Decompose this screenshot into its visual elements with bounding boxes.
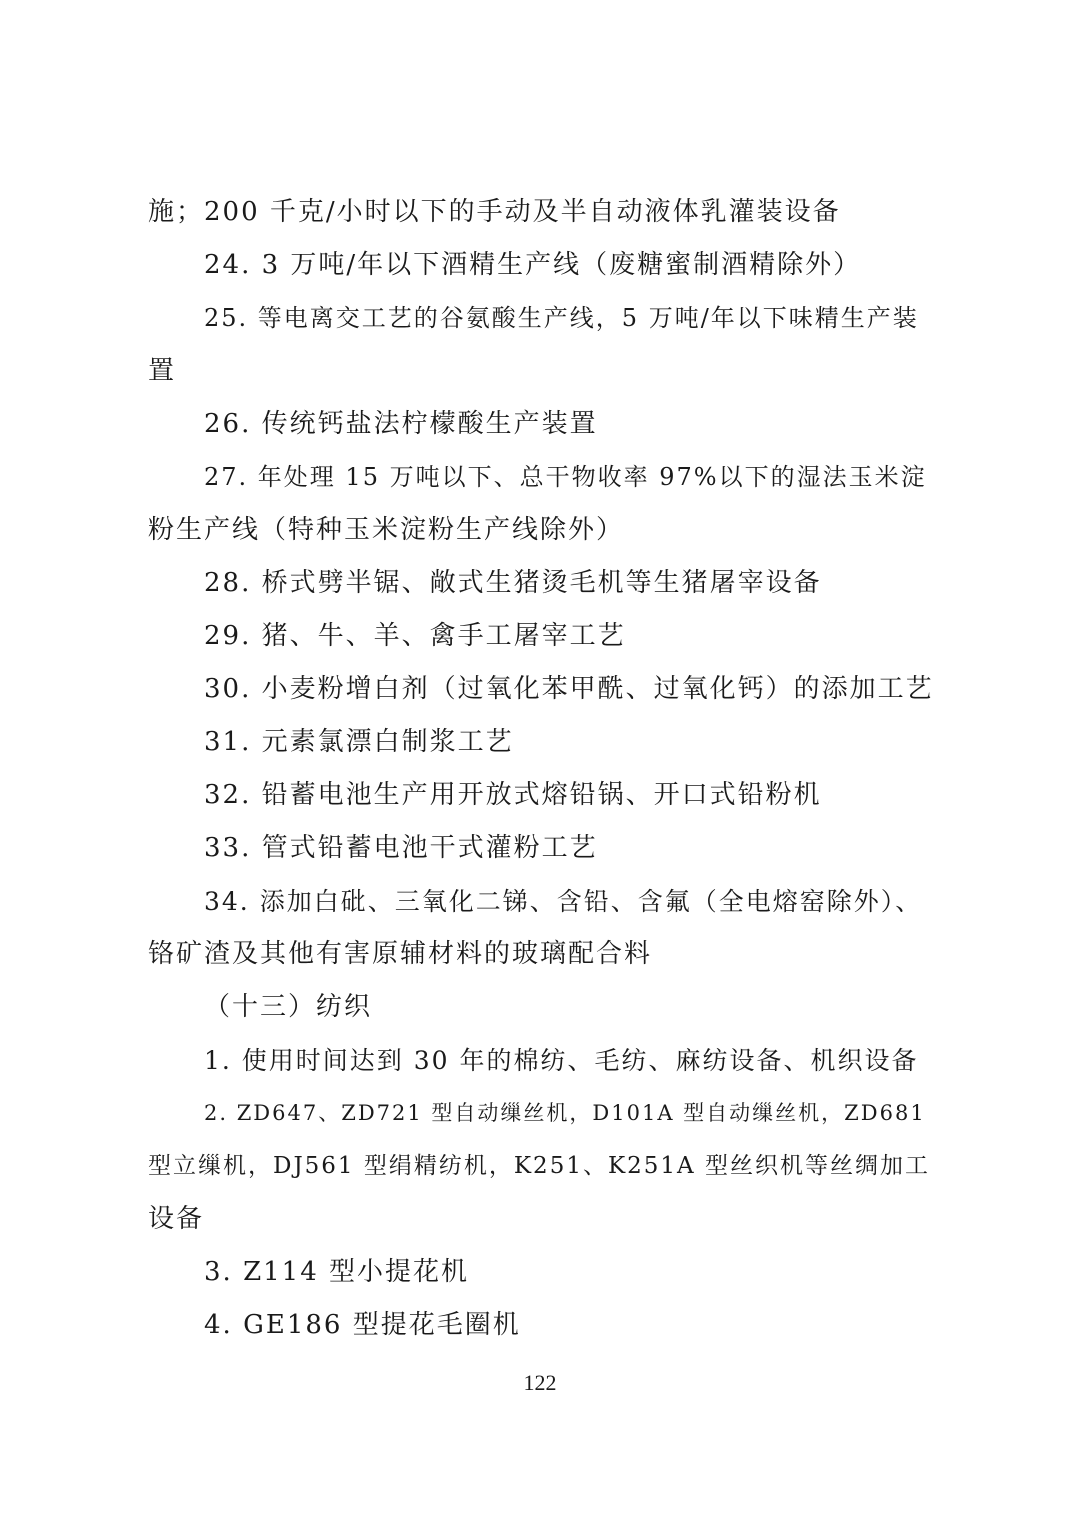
text-line: 置 (148, 356, 177, 386)
document-body (148, 186, 934, 1352)
section-heading: （十三）纺织 (204, 992, 373, 1022)
text-line: 25. 等电离交工艺的谷氨酸生产线，5 万吨/年以下味精生产装 (204, 304, 919, 332)
text-line: 29. 猪、牛、羊、禽手工屠宰工艺 (204, 621, 626, 651)
text-line: 31. 元素氯漂白制浆工艺 (204, 727, 514, 757)
text-line: 34. 添加白砒、三氧化二锑、含铅、含氟（全电熔窑除外）、 (204, 887, 923, 916)
text-line: 27. 年处理 15 万吨以下、总干物收率 97%以下的湿法玉米淀 (204, 463, 927, 491)
text-line: 24. 3 万吨/年以下酒精生产线（废糖蜜制酒精除外） (204, 250, 862, 280)
text-line: 28. 桥式劈半锯、敞式生猪烫毛机等生猪屠宰设备 (204, 568, 822, 598)
text-line: 3. Z114 型小提花机 (204, 1257, 470, 1287)
text-line: 施；200 千克/小时以下的手动及半自动液体乳灌装设备 (148, 197, 841, 227)
text-line: 型立缫机，DJ561 型绢精纺机，K251、K251A 型丝织机等丝绸加工 (148, 1153, 930, 1179)
text-line: 4. GE186 型提花毛圈机 (204, 1310, 521, 1340)
text-line: 1. 使用时间达到 30 年的棉纺、毛纺、麻纺设备、机织设备 (204, 1046, 919, 1075)
text-line: 铬矿渣及其他有害原辅材料的玻璃配合料 (148, 939, 653, 969)
text-line: 30. 小麦粉增白剂（过氧化苯甲酰、过氧化钙）的添加工艺 (204, 674, 934, 704)
text-line: 设备 (148, 1204, 205, 1234)
text-line: 32. 铅蓄电池生产用开放式熔铅锅、开口式铅粉机 (204, 780, 822, 810)
text-line: 26. 传统钙盐法柠檬酸生产装置 (204, 409, 598, 439)
text-line: 33. 管式铅蓄电池干式灌粉工艺 (204, 833, 598, 863)
page-number: 122 (523, 1370, 557, 1395)
text-line: 粉生产线（特种玉米淀粉生产线除外） (148, 515, 625, 545)
text-line: 2. ZD647、ZD721 型自动缫丝机，D101A 型自动缫丝机，ZD681 (204, 1101, 926, 1125)
